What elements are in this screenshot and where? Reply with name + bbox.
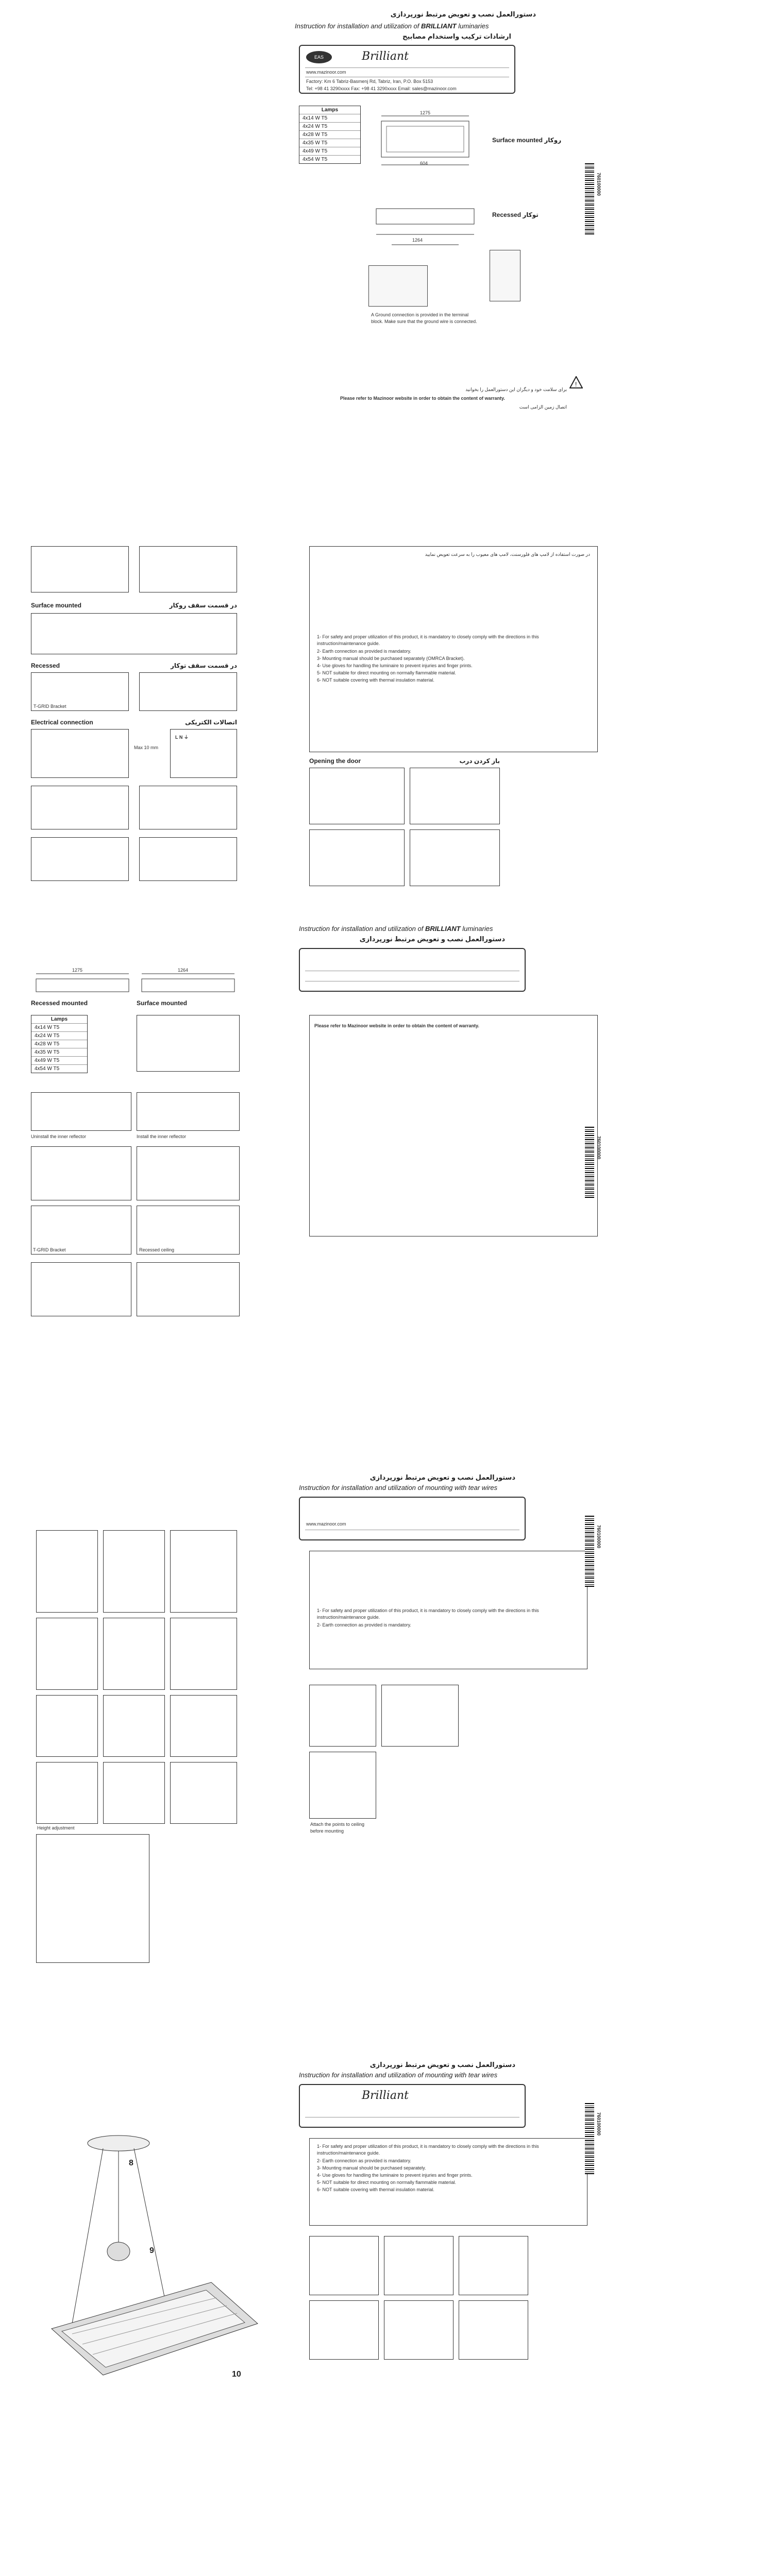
wire-length-label: Max 10 mm (134, 745, 159, 750)
safety-en-6: 6- NOT suitable covering with thermal insulation material. (317, 2187, 434, 2192)
caution-en: Please refer to Mazinoor website in order to obtain the content of warranty. (314, 1023, 479, 1028)
barcode (585, 162, 594, 234)
step-1-illustration (31, 546, 129, 592)
sheet-title-fa: دستورالعمل نصب و تعویض مرتبط نورپردازی (369, 1473, 515, 1481)
caution-fa: برای سلامت خود و دیگران این دستورالعمل را بخوانید (465, 387, 567, 392)
instruction-sheet-3 (26, 920, 283, 1466)
callout-9: 9 (149, 2246, 154, 2255)
step-3-illustration (31, 786, 129, 829)
barcode (585, 1126, 594, 1198)
instruction-sheet-2 (26, 541, 283, 912)
step-label: Install the inner reflector (137, 1134, 187, 1139)
callout-8: 8 (129, 2159, 133, 2167)
lamp-row: 4x35 W T5 (299, 139, 360, 147)
dim-1275: 1275 (420, 110, 431, 115)
step-8-illustration (103, 1695, 165, 1757)
company-logo-box (299, 2084, 526, 2128)
dim-604: 604 (420, 161, 428, 166)
dim-1264: 1264 (178, 968, 189, 973)
sheet-title-en: Instruction for installation and utilization of BRILLIANT luminaries (295, 22, 489, 30)
step-4-illustration (36, 1618, 98, 1690)
step-label: Recessed ceiling (139, 1247, 175, 1252)
step-6-illustration (459, 2300, 528, 2360)
safety-en-2: 2- Earth connection as provided is mandatory. (317, 2158, 411, 2163)
sheet-title-fa: دستورالعمل نصب و تعویض مرتبط نورپردازی (390, 10, 536, 18)
ground-note: A Ground connection is provided in the terminal block. Make sure that the ground wire is connected. (371, 312, 477, 324)
opening-door-heading: Opening the door (309, 757, 361, 765)
step-5-illustration (384, 2300, 453, 2360)
step-5-illustration (31, 837, 129, 881)
recessed-mounted-heading: Recessed mounted (31, 999, 88, 1007)
step-4-illustration (139, 786, 237, 829)
instruction-sheet-5-right (289, 2061, 660, 2576)
dim-1264: 1264 (412, 238, 423, 243)
surface-mounted-heading: Surface mounted (31, 602, 82, 609)
step-10-illustration (36, 1762, 98, 1824)
step-9-illustration (170, 1695, 237, 1757)
door-step-2-illustration (410, 768, 500, 824)
callout-10: 10 (232, 2370, 241, 2379)
lamp-row: 4x28 W T5 (31, 1040, 87, 1048)
safety-en-2: 2- Earth connection as provided is mandatory. (317, 649, 411, 654)
safety-box (309, 1015, 598, 1236)
svg-text:!: ! (575, 381, 577, 388)
pendant-mounting-illustration (41, 2128, 278, 2416)
terminal-label: L N ⏚ (175, 735, 189, 740)
barcode (585, 2102, 594, 2174)
surface-mounted-heading: Surface mounted (137, 999, 188, 1007)
recessed-heading-fa: در قسمت سقف توکار (170, 662, 237, 669)
product-code: 760100000 (596, 2112, 601, 2136)
sheet-subtitle-fa: ارشادات تركيب واستخدام مصابيح (402, 32, 511, 40)
sheet-title-en: Instruction for installation and utilization of BRILLIANT luminaries (299, 925, 493, 933)
step-6-illustration (170, 1618, 237, 1690)
step-12-illustration (170, 1762, 237, 1824)
step-1-illustration (309, 2236, 379, 2295)
contact-line-2: Tel: +98 41 3290xxxx Fax: +98 41 3290xxxx Email: sales@mazinoor.com (306, 86, 457, 91)
sheet-title-fa: دستورالعمل نصب و تعویض مرتبط نورپردازی (369, 2061, 515, 2069)
lamp-row: 4x24 W T5 (299, 122, 360, 130)
step-2-illustration (103, 1530, 165, 1613)
caution-icon (569, 376, 583, 388)
contact-line-1: Factory: Km 6 Tabriz-Basmenj Rd, Tabriz, Iran, P.O. Box 5153 (306, 79, 433, 84)
recessed-drawing (371, 204, 479, 260)
lamps-table (299, 106, 361, 164)
surface-mounted-heading-fa: در قسمت سقف روکار (169, 602, 237, 609)
step-label: Uninstall the inner reflector (31, 1134, 87, 1139)
logo-disc: EAS (306, 51, 332, 63)
step-9-illustration (137, 1262, 240, 1316)
opening-door-heading-fa: باز کردن درب (459, 757, 500, 765)
tgrid-label: T-GRID Bracket (33, 704, 66, 709)
safety-en-4: 4- Use gloves for handling the luminaire to prevent injuries and finger prints. (317, 663, 473, 668)
ceiling-note: Attach the points to ceiling before mounting (310, 1822, 365, 1834)
product-code: 760100000 (596, 1525, 601, 1549)
step-6-illustration (139, 837, 237, 881)
barcode (585, 1515, 594, 1587)
safety-en-5: 5- NOT suitable for direct mounting on normally flammable material. (317, 670, 456, 675)
ceiling-step-3 (309, 1752, 376, 1819)
product-code: 760100000 (596, 173, 601, 196)
electrical-heading: Electrical connection (31, 719, 93, 726)
safety-en-1: 1- For safety and proper utilization of this product, it is mandatory to closely comply with the directions in this instruction/maintenance guide. (317, 2144, 539, 2156)
lamps-header: Lamps (321, 107, 339, 113)
step-1-illustration (137, 1015, 240, 1072)
logo-brand: Brilliant (362, 2089, 409, 2102)
recessed-label: Recessed توکار (492, 211, 539, 218)
sheet-title-fa: دستورالعمل نصب و تعویض مرتبط نورپردازی (359, 935, 505, 943)
lamp-row: 4x24 W T5 (31, 1031, 87, 1040)
product-code: 760100000 (596, 1136, 601, 1160)
safety-fa: در صورت استفاده از لامپ های فلورسنت، لامپ های معیوب را به سرعت تعویض نمایید (425, 552, 590, 557)
lamp-row: 4x49 W T5 (299, 147, 360, 155)
safety-en-2: 2- Earth connection as provided is mandatory. (317, 1622, 411, 1628)
surface-mounting-illustration (31, 613, 237, 654)
step-5-illustration (137, 1146, 240, 1200)
ground-note-panel (368, 265, 428, 307)
step-3-illustration (137, 1092, 240, 1131)
instruction-sheet-1 (289, 8, 660, 538)
step-4-illustration (31, 1146, 131, 1200)
step-1-illustration (36, 1530, 98, 1613)
door-step-1-illustration (309, 768, 405, 824)
step-11-illustration (103, 1762, 165, 1824)
step-3-illustration (459, 2236, 528, 2295)
safety-en-4: 4- Use gloves for handling the luminaire to prevent injuries and finger prints. (317, 2173, 473, 2178)
lamp-row: 4x14 W T5 (299, 114, 360, 122)
safety-en-1: 1- For safety and proper utilization of this product, it is mandatory to closely comply with the directions in this instruction/maintenance guide. (317, 1608, 539, 1620)
logo-brand: Brilliant (362, 50, 409, 63)
step-label: T-GRID Bracket (33, 1247, 66, 1252)
ceiling-step-1 (309, 1685, 376, 1747)
safety-en-3: 3- Mounting manual should be purchased separately (OMRCA Bracket). (317, 656, 465, 661)
instruction-sheet-3-right (289, 920, 660, 1466)
recessed-illustration-2 (139, 672, 237, 711)
lamp-row: 4x35 W T5 (31, 1048, 87, 1056)
recessed-heading: Recessed (31, 662, 60, 669)
caution-en: Please refer to Mazinoor website in order to obtain the content of warranty. (340, 396, 505, 401)
step-8-illustration (31, 1262, 131, 1316)
instruction-sheet-4 (26, 1473, 283, 2056)
safety-en-5: 5- NOT suitable for direct mounting on normally flammable material. (317, 2180, 456, 2185)
height-adjust-label: Height adjustment (37, 1825, 75, 1831)
safety-en-6: 6- NOT suitable covering with thermal insulation material. (317, 677, 434, 683)
step-2-illustration (384, 2236, 453, 2295)
instruction-sheet-4-right (289, 1473, 660, 2056)
step-2-illustration (31, 1092, 131, 1131)
electrical-illustration-1 (31, 729, 129, 778)
sheet-title-en: Instruction for installation and utilization of mounting with tear wires (299, 1484, 498, 1492)
company-logo-box (299, 45, 515, 94)
website-link[interactable]: www.mazinoor.com (306, 1521, 346, 1527)
website-link[interactable]: www.mazinoor.com (306, 70, 346, 75)
sheet-title-en: Instruction for installation and utilization of mounting with tear wires (299, 2071, 498, 2079)
safety-en-3: 3- Mounting manual should be purchased separately. (317, 2165, 426, 2171)
lamp-row: 4x54 W T5 (31, 1064, 87, 1073)
terminal-diagram (490, 250, 520, 301)
lamp-row: 4x54 W T5 (299, 155, 360, 163)
company-logo-box (299, 1497, 526, 1540)
safety-en-1: 1- For safety and proper utilization of this product, it is mandatory to closely comply with the directions in this instruction/maintenance guide. (317, 634, 539, 646)
lamp-row: 4x28 W T5 (299, 130, 360, 139)
final-assembly-illustration (36, 1834, 149, 1963)
step-7-illustration (36, 1695, 98, 1757)
door-step-3-illustration (309, 829, 405, 886)
step-5-illustration (103, 1618, 165, 1690)
lamps-table (31, 1015, 88, 1073)
lamps-header: Lamps (51, 1016, 68, 1022)
ceiling-step-2 (381, 1685, 459, 1747)
caution-fa-2: اتصال زمین الزامی است (519, 404, 567, 410)
surface-mounted-label: Surface mounted روکار (492, 137, 562, 144)
dim-1275: 1275 (72, 968, 83, 973)
company-logo-box (299, 948, 526, 992)
instruction-sheet-5 (26, 2061, 283, 2576)
electrical-heading-fa: اتصالات الکتریکی (185, 719, 237, 726)
step-2-illustration (139, 546, 237, 592)
step-3-illustration (170, 1530, 237, 1613)
instruction-sheet-2-right (289, 541, 660, 912)
door-step-4-illustration (410, 829, 500, 886)
step-4-illustration (309, 2300, 379, 2360)
lamp-row: 4x14 W T5 (31, 1023, 87, 1031)
lamp-row: 4x49 W T5 (31, 1056, 87, 1064)
